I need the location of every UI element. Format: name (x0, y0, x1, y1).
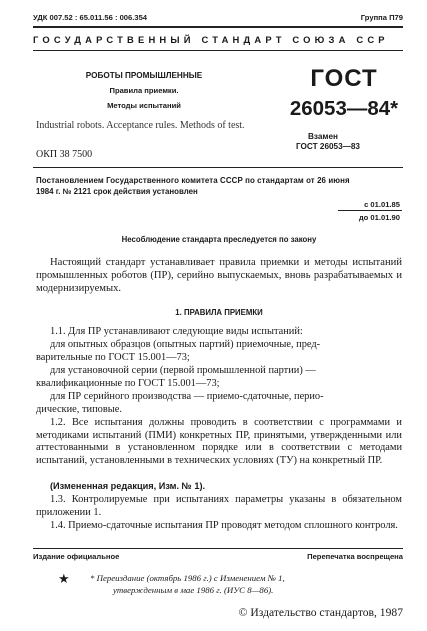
replaces-value: ГОСТ 26053—83 (296, 142, 360, 151)
reprint-prohibited: Перепечатка воспрещена (307, 552, 403, 561)
official-edition: Издание официальное (33, 552, 120, 561)
top-rule (33, 26, 403, 28)
okp-rule (33, 167, 403, 168)
decree-from-rule (338, 210, 402, 211)
p12-paragraph: 1.2. Все испытания должны проводить в соответствии с программами и методиками испытаний (ПМИ) конкретных ПР, принятыми, утвержденными или аттестованными в установленном порядке или в соответствии с методами испытаний, установленными в технических условиях (ТУ) на конкретный ПР. (36, 417, 402, 466)
decree-from: с 01.01.85 (364, 200, 400, 209)
reissue-line-2: утвержденным в мае 1986 г. (ИУС 8—86). (113, 585, 274, 595)
gost-number: 26053—84* (289, 97, 399, 120)
udc-code: УДК 007.52 : 65.011.56 : 006.354 (33, 13, 148, 22)
title-line-3: Методы испытаний (107, 101, 181, 110)
replaces-label: Взамен (308, 132, 338, 141)
p11-line-6: для ПР серийного производства — приемо-сдаточные, перио- (50, 391, 324, 402)
p11-line-5: квалификационные по ГОСТ 15.001—73; (36, 378, 220, 389)
title-english: Industrial robots. Acceptance rules. Methods of test. (36, 120, 245, 131)
p11-line-4: для установочной серии (первой промышленной партии) — (50, 365, 316, 376)
gost-label: ГОСТ (310, 65, 378, 92)
intro-paragraph: Настоящий стандарт устанавливает правила приемки и методы испытаний промышленных роботов (ПР), серийно выпускаемых, вновь разрабатываемых и модернизируемых. (36, 257, 402, 294)
star-icon: ★ (58, 571, 70, 586)
decree-to: до 01.01.90 (358, 213, 400, 222)
p11-line-1: 1.1. Для ПР устанавливают следующие виды испытаний: (50, 326, 303, 337)
title-line-1: РОБОТЫ ПРОМЫШЛЕННЫЕ (85, 71, 203, 80)
footer-rule (33, 548, 403, 549)
p11-line-7: дические, типовые. (36, 404, 122, 415)
p11-line-2: для опытных образцов (опытных партий) приемочные, пред- (50, 339, 321, 350)
p14-paragraph: 1.4. Приемо-сдаточные испытания ПР проводят методом сплошного контроля. (50, 520, 398, 531)
group-code: Группа П79 (360, 13, 403, 22)
standard-banner: ГОСУДАРСТВЕННЫЙ СТАНДАРТ СОЮЗА ССР (33, 34, 389, 45)
title-line-2: Правила приемки. (109, 86, 179, 95)
okp-code: ОКП 38 7500 (36, 149, 93, 160)
banner-rule (33, 50, 403, 51)
reissue-line-1: * Переиздание (октябрь 1986 г.) с Изменением № 1, (90, 573, 285, 583)
revised-note: (Измененная редакция, Изм. № 1). (50, 481, 206, 491)
decree-line-1: Постановлением Государственного комитета СССР по стандартам от 26 июня (36, 176, 350, 185)
section-1-title: 1. ПРАВИЛА ПРИЕМКИ (175, 308, 263, 317)
publisher-copyright: © Издательство стандартов, 1987 (238, 606, 403, 619)
p13-paragraph: 1.3. Контролируемые при испытаниях параметры указаны в обязательном приложении 1. (36, 494, 402, 518)
legal-warning: Несоблюдение стандарта преследуется по закону (121, 235, 317, 244)
decree-line-2: 1984 г. № 2121 срок действия установлен (36, 187, 198, 196)
p11-line-3: варительные по ГОСТ 15.001—73; (36, 352, 190, 363)
